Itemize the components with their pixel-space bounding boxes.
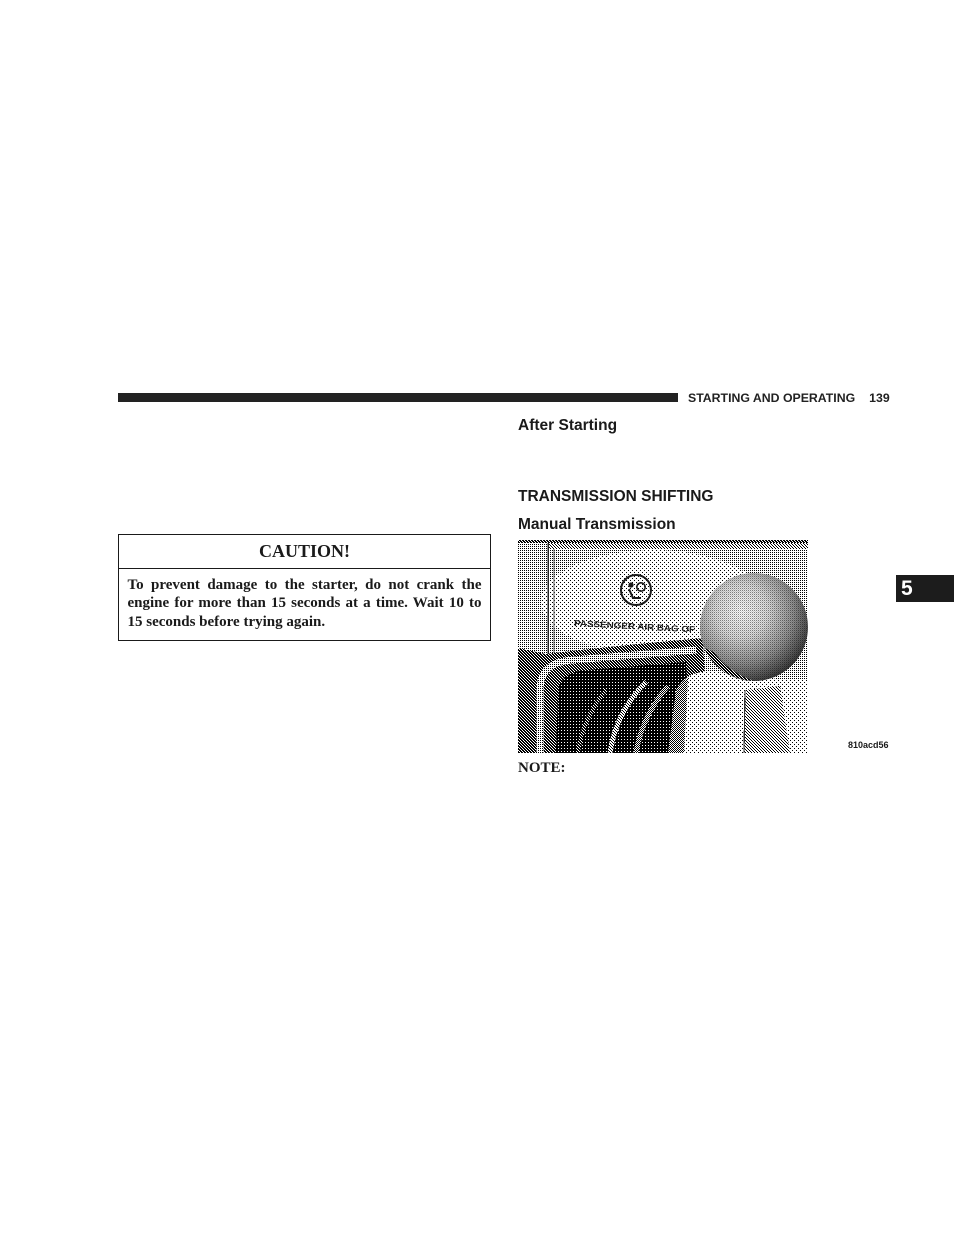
header-rule-bar [118, 393, 678, 402]
occupant-head-icon [628, 582, 633, 587]
note-label: NOTE: [518, 760, 566, 776]
caution-divider [119, 568, 490, 570]
caution-body: To prevent damage to the starter, do not crank the engine for more than 15 seconds at a time. Wait 10 to 15 seconds before trying again. [127, 576, 482, 630]
figure-code: 810acd56 [848, 740, 889, 750]
running-header-section: STARTING AND OPERATING [688, 391, 856, 405]
caution-title: CAUTION! [258, 540, 350, 561]
heading-manual-transmission: Manual Transmission [518, 516, 676, 533]
caution-box [118, 534, 491, 641]
heading-transmission-shifting: TRANSMISSION SHIFTING [518, 488, 714, 505]
chapter-tab-number: 5 [901, 577, 913, 600]
airbag-label: PASSENGER AIR BAG OF [573, 618, 681, 634]
heading-after-starting: After Starting [518, 417, 618, 434]
page-number: 139 [869, 391, 890, 405]
airbag-off-indicator [621, 575, 651, 605]
shift-lever [668, 671, 808, 753]
airbag-off-indicator-icon [621, 575, 651, 605]
panel-top-seam [518, 540, 808, 543]
figure-gear-shift-photo [518, 540, 808, 753]
gear-shift-photo-image [518, 540, 808, 753]
panel-top-band [548, 543, 808, 549]
running-header [688, 392, 890, 404]
shift-knob [700, 573, 808, 681]
chapter-tab [896, 575, 954, 602]
